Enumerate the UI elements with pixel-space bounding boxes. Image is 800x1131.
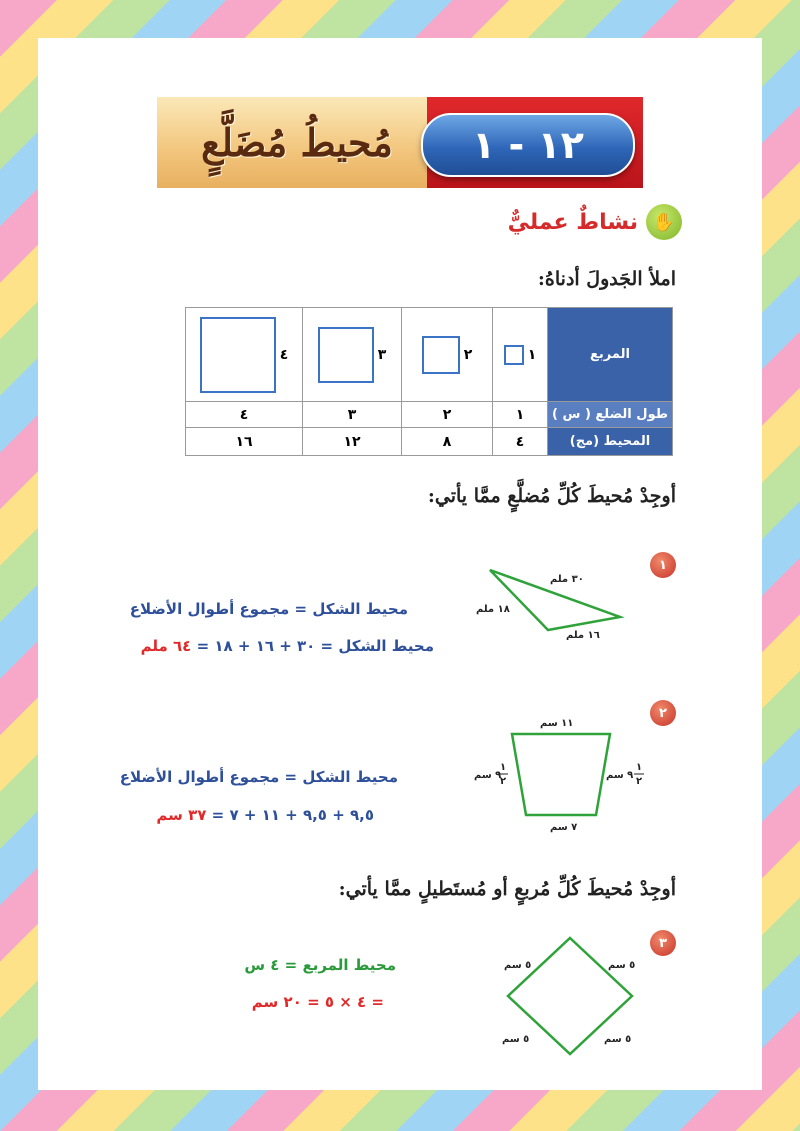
table-row <box>186 428 673 456</box>
triangle-label-b: ١٨ ملم <box>476 604 510 615</box>
square-label-top-right: ٥ سم <box>608 960 636 971</box>
p2-calculation: ٩,٥ + ٩,٥ + ١١ + ٧ = ٣٧ سم <box>156 806 374 824</box>
p3-calculation: = ٤ × ٥ = ٢٠ سم <box>251 993 384 1011</box>
squares-table <box>185 307 673 456</box>
square-label-top-left: ٥ سم <box>504 960 532 971</box>
table-cell: ٣ <box>303 308 402 402</box>
triangle-figure <box>470 560 640 640</box>
lesson-number-badge: ١٢ - ١ <box>421 113 635 177</box>
instruction-fill-table: املأ الجَدولَ أدناهُ: <box>537 268 676 290</box>
hands-icon: ✋ <box>646 204 682 240</box>
p2-rule: محيط الشكل = مجموع أطوال الأضلاع <box>119 768 398 786</box>
instruction-find-square-rect: أوجِدْ مُحيطَ كُلِّ مُربعٍ أو مُستَطيلٍ ممَّا يأتي: <box>338 878 676 900</box>
trapezoid-label-right: ٩ سم <box>606 770 634 781</box>
table-cell: ١ <box>493 308 548 402</box>
table-cell: ٢ <box>402 308 493 402</box>
table-cell: ٤ <box>493 428 548 456</box>
table-cell: ١٦ <box>186 428 303 456</box>
triangle-label-c: ١٦ ملم <box>566 630 600 640</box>
table-cell: ٨ <box>402 428 493 456</box>
square-label-bottom-left: ٥ سم <box>502 1034 530 1045</box>
header-perimeter: المحيط (مج) <box>548 428 673 456</box>
problem-number-badge: ١ <box>650 552 676 578</box>
table-cell: ٢ <box>402 402 493 428</box>
problem-number-badge: ٣ <box>650 930 676 956</box>
lesson-banner <box>157 97 643 188</box>
fraction-denominator: ٢ <box>636 776 643 787</box>
square-shape <box>318 327 374 383</box>
fraction-denominator: ٢ <box>500 776 507 787</box>
square-figure <box>490 928 650 1068</box>
problem-number-badge: ٢ <box>650 700 676 726</box>
table-cell: ٣ <box>303 402 402 428</box>
p1-rule: محيط الشكل = مجموع أطوال الأضلاع <box>129 600 408 618</box>
table-cell: ٤ <box>186 402 303 428</box>
header-side: طول الضلع ( س ) <box>548 402 673 428</box>
trapezoid-figure <box>470 712 660 837</box>
lesson-title: مُحيطُ مُضَلَّعٍ <box>201 120 393 165</box>
fraction-numerator: ١ <box>500 762 507 773</box>
p3-formula: محيط المربع = ٤ س <box>244 956 396 974</box>
table-cell: ٤ <box>186 308 303 402</box>
trapezoid-label-left: ٩ سم <box>474 770 502 781</box>
fraction-numerator: ١ <box>636 762 643 773</box>
table-row <box>186 308 673 402</box>
trapezoid-label-bottom: ٧ سم <box>550 822 578 833</box>
activity-heading <box>508 202 682 242</box>
square-shape <box>200 317 276 393</box>
table-cell: ١٢ <box>303 428 402 456</box>
square-shape <box>504 345 524 365</box>
activity-title: نشاطٌ عمليٌّ <box>507 209 638 235</box>
header-square: المربع <box>548 308 673 402</box>
square-shape <box>422 336 460 374</box>
p1-calculation: محيط الشكل = ٣٠ + ١٦ + ١٨ = ٦٤ ملم <box>140 637 434 655</box>
instruction-find-polygon: أوجِدْ مُحيطَ كُلِّ مُضلَّعٍ ممَّا يأتي: <box>427 485 676 507</box>
trapezoid-label-top: ١١ سم <box>540 718 574 729</box>
triangle-label-a: ٣٠ ملم <box>550 574 584 585</box>
table-row <box>186 402 673 428</box>
square-label-bottom-right: ٥ سم <box>604 1034 632 1045</box>
table-cell: ١ <box>493 402 548 428</box>
